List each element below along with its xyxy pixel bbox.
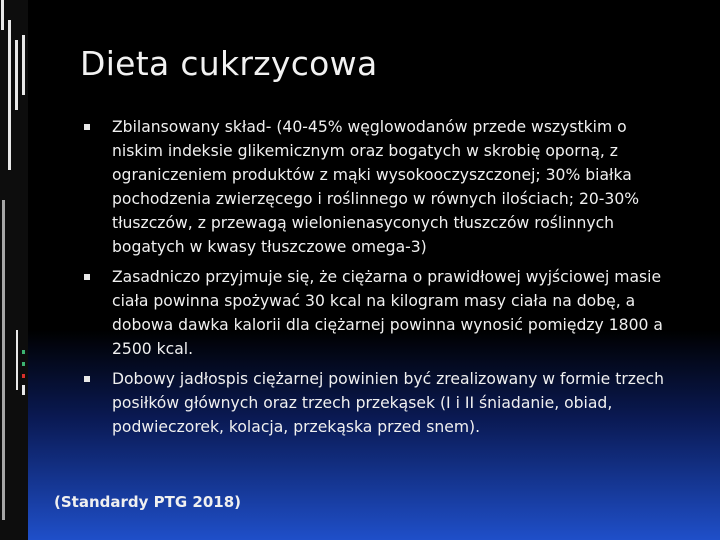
decoration-bar [8, 20, 11, 170]
source-citation: (Standardy PTG 2018) [54, 493, 241, 511]
decoration-bar [16, 330, 18, 390]
decoration-square [22, 362, 25, 366]
bullet-square-icon [84, 376, 90, 382]
decoration-bar [2, 200, 5, 520]
decoration-bar [15, 40, 18, 110]
slide-title: Dieta cukrzycowa [80, 44, 378, 83]
bullet-text: Zasadniczo przyjmuje się, że ciężarna o prawidłowej wyjściowej masie ciała powinna spożywać 30 kcal na kilogram masy ciała na dobę, a dobowa dawka kalorii dla ciężarnej powinna wynosić pomiędzy 1800 a 2500 kcal. [112, 268, 663, 358]
bullet-text: Dobowy jadłospis ciężarnej powinien być zrealizowany w formie trzech posiłków głównych oraz trzech przekąsek (I i II śniadanie, obiad, podwieczorek, kolacja, przekąska przed snem). [112, 370, 664, 436]
bullet-item [84, 367, 674, 439]
left-decoration-strip [0, 0, 28, 540]
bullet-item [84, 115, 674, 259]
decoration-square [22, 374, 25, 378]
bullet-square-icon [84, 274, 90, 280]
bullet-square-icon [84, 124, 90, 130]
bullet-text: Zbilansowany skład- (40-45% węglowodanów przede wszystkim o niskim indeksie glikemicznym oraz bogatych w skrobię oporną, z ograniczeniem produktów z mąki wysokooczyszczonej; 30% białka pochodzenia zwierzęcego i roślinnego w równych ilościach; 20-30% tłuszczów, z przewagą wielonienasyconych tłuszczów roślinnych bogatych w kwasy tłuszczowe omega-3) [112, 118, 640, 256]
bullet-item [84, 265, 674, 361]
decoration-bar [22, 385, 25, 395]
decoration-bar [22, 35, 25, 95]
decoration-square [22, 350, 25, 354]
decoration-bar [1, 0, 4, 30]
bullet-list [84, 115, 674, 445]
